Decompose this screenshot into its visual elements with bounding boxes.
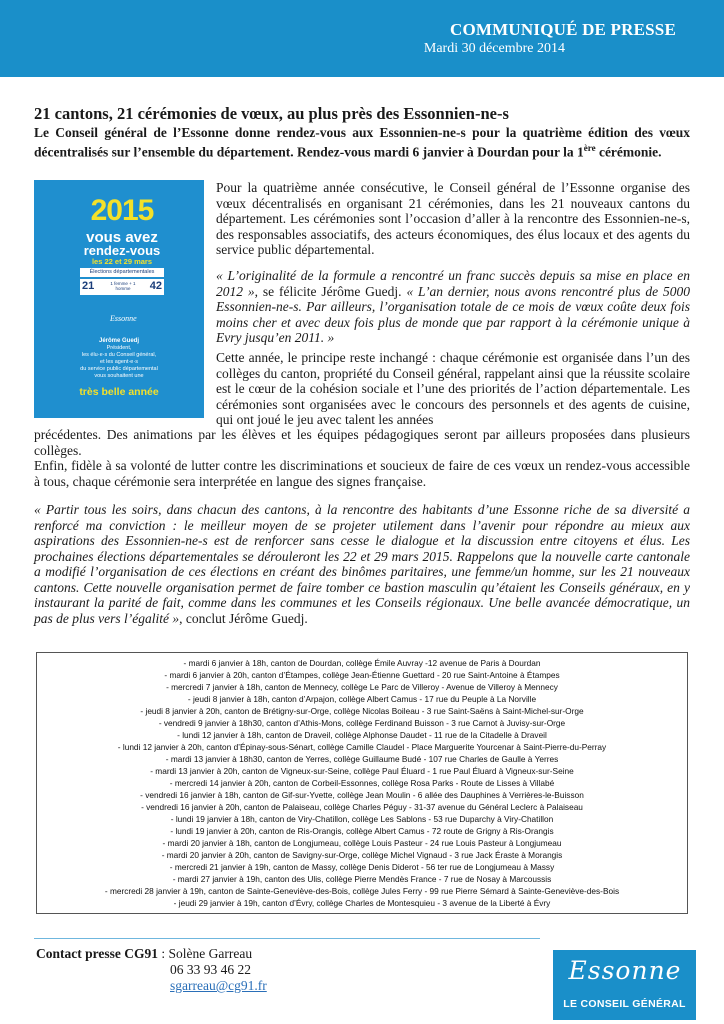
schedule-row: - mardi 6 janvier à 20h, canton d’Étampes, collège Jean-Étienne Guettard - 20 rue Saint-Antoine à Étampes: [164, 670, 560, 680]
poster-signature-block: [54, 338, 184, 380]
quote-1: « L’originalité de la formule a rencontré un franc succès depuis sa mise en place en 2012 »: [216, 268, 690, 299]
logo-script: Essonne: [568, 956, 682, 985]
poster-line2: rendez-vous: [83, 243, 161, 258]
schedule-row: - mardi 13 janvier à 20h, canton de Vigneux-sur-Seine, collège Paul Éluard - 1 rue Paul Éluard à Vigneux-sur-Seine: [150, 766, 574, 776]
schedule-row: - mardi 13 janvier à 18h30, canton de Yerres, collège Guillaume Budé - 107 rue Charles de Gaulle à Yerres: [165, 754, 559, 764]
schedule-row: - jeudi 8 janvier à 18h, canton d’Arpajon, collège Albert Camus - 17 rue du Peuple à La Norville: [187, 694, 537, 704]
poster-sub2: et les agent·e·s: [100, 359, 138, 365]
footer-divider: [34, 938, 540, 939]
poster-logo: Essonne: [110, 314, 137, 323]
press-contact: [36, 946, 267, 993]
schedule-row: - lundi 12 janvier à 18h, canton de Draveil, collège Alphonse Daudet - 11 rue de la Citadelle à Draveil: [177, 730, 547, 740]
article-title: 21 cantons, 21 cérémonies de vœux, au plus près des Essonnien-ne-s: [34, 104, 509, 123]
contact-separator: :: [158, 946, 169, 961]
poster-elections: Élections départementales: [80, 268, 164, 277]
header-title: COMMUNIQUÉ DE PRESSE: [450, 20, 676, 39]
article-lead: [34, 125, 690, 160]
schedule-row: - mercredi 28 janvier à 19h, canton de Sainte-Geneviève-des-Bois, collège Jules Ferry - 99 rue Pierre Sémard à Sainte-Geneviève-des-Bois: [104, 886, 620, 896]
lead-text-end: cérémonie.: [595, 144, 662, 159]
schedule-list: [37, 653, 687, 909]
poster-sub1: les élu·e·s du Conseil général,: [81, 352, 157, 358]
quote-attribution: , se félicite Jérôme Guedj.: [254, 283, 407, 299]
poster-image: [34, 180, 204, 418]
paragraph-4: Enfin, fidèle à sa volonté de lutter contre les discriminations et soucieux de faire de ces vœux un rendez-vous accessible à tous, chaque cérémonie sera interprétée en langue des signes française.: [34, 458, 690, 489]
paragraph-5: [34, 502, 690, 626]
quote-2: « L’an dernier, nous avons rencontré plus de 5000 Essonnien-ne-s. Par ailleurs, l’organisation totale de ce mois de vœux coûte deux fois moins cher et avec deux fois plus de monde que par rapport à la cérémonie unique à Evry jusqu’en 2011. »: [216, 283, 691, 345]
conseil-general-logo: [553, 950, 696, 1020]
header-banner: [0, 0, 724, 77]
schedule-row: - jeudi 8 janvier à 20h, canton de Brétigny-sur-Orge, collège Nicolas Boileau - 3 rue Saint-Saëns à Saint-Michel-sur-Orge: [140, 706, 584, 716]
schedule-row: - mercredi 21 janvier à 19h, canton de Massy, collège Denis Diderot - 56 ter rue de Longjumeau à Massy: [169, 862, 555, 872]
closing-quote: « Partir tous les soirs, dans chacun des cantons, à la rencontre des habitants d’une Essonne riche de sa diversité a renforcé ma conviction : le meilleur moyen de se projeter utilement dans l’avenir pour répondre au mieux aux aspirations des Essonnien-ne-s est de renforcer sans cesse le dialogue et la discussion entre citoyens et élus. Les prochaines élections départementales se dérouleront les 22 et 29 mars 2015. Rappelons que la nouvelle carte cantonale a modifié l’organisation de ces élections en créant des binômes paritaires, une femme/un homme, sur les 21 nouveaux cantons. Cette nouvelle organisation permet de faire tomber ce bastion masculin qu’étaient les Conseils généraux, en y instaurant la parité de fait, comme dans les communes et les Conseils régionaux. Une belle avancée démocratique, un pas de plus vers l’égalité »: [34, 502, 690, 626]
schedule-row: - mercredi 14 janvier à 20h, canton de Corbeil-Essonnes, collège Rosa Parks - Route de Lisses à Villabé: [169, 778, 555, 788]
schedule-row: - vendredi 16 janvier à 20h, canton de Palaiseau, collège Charles Péguy - 31-37 avenue du Général Leclerc à Palaiseau: [141, 802, 583, 812]
schedule-row: - vendredi 16 janvier à 18h, canton de Gif-sur-Yvette, collège Jean Moulin - 6 allée des Dauphines à Verrières-le-Buisson: [140, 790, 584, 800]
header-date: Mardi 30 décembre 2014: [423, 41, 565, 56]
schedule-row: - mardi 27 janvier à 19h, canton des Ulis, collège Pierre Mendès France - 7 rue de Nosay à Marcoussis: [172, 874, 552, 884]
paragraph-3a: Cette année, le principe reste inchangé : chaque cérémonie est organisée dans l’un des collèges du canton, propriété du Conseil général, rappelant ainsi que la réussite scolaire est le cœur de la cohésion sociale et l’une des priorités de l’action départementale. Les cérémonies sont organisées avec le concours des personnels et des agents de cuisine, qui ont joué le jeu avec talent les années: [216, 350, 690, 427]
contact-name: Solène Garreau: [168, 946, 253, 961]
schedule-row: - lundi 19 janvier à 18h, canton de Viry-Chatillon, collège Les Sablons - 53 rue Duparchy à Viry-Chatillon: [170, 814, 554, 824]
schedule-row: - lundi 12 janvier à 20h, canton d’Épinay-sous-Sénart, collège Camille Claudel - Place Marguerite Yourcenar à Saint-Pierre-du-Perray: [117, 742, 607, 752]
poster-box-mid: 1 femme + 1 homme: [110, 281, 136, 291]
paragraph-3b: précédentes. Des animations par les élèves et les équipes pédagogiques seront par ailleurs proposées dans plusieurs collèges.: [34, 427, 690, 458]
poster-sub3: du service public départemental: [80, 366, 158, 372]
lead-superscript: ère: [583, 142, 596, 153]
poster-signer-title: Président,: [106, 345, 132, 351]
poster-dates: les 22 et 29 mars: [91, 257, 153, 266]
schedule-row: - mardi 20 janvier à 18h, canton de Longjumeau, collège Louis Pasteur - 24 rue Louis Pasteur à Longjumeau: [162, 838, 562, 848]
schedule-row: - lundi 19 janvier à 20h, canton de Ris-Orangis, collège Albert Camus - 72 route de Grigny à Ris-Orangis: [170, 826, 554, 836]
contact-email-link[interactable]: sgarreau@cg91.fr: [170, 978, 267, 993]
poster-signer: Jérôme Guedj: [98, 338, 139, 344]
schedule-row: - mardi 20 janvier à 20h, canton de Savigny-sur-Orge, collège Michel Vignaud - 3 rue Jack Éraste à Morangis: [161, 850, 563, 860]
contact-phone: 06 33 93 46 22: [170, 962, 251, 977]
closing-attribution: , conclut Jérôme Guedj.: [179, 610, 308, 626]
paragraph-2: [216, 268, 690, 346]
poster-box-right: 42: [149, 280, 162, 292]
poster-candidates-box: [80, 279, 164, 295]
schedule-row: - mardi 6 janvier à 18h, canton de Dourdan, collège Émile Auvray -12 avenue de Paris à Dourdan: [183, 658, 541, 668]
poster-belle-annee: très belle année: [79, 386, 159, 398]
logo-text: LE CONSEIL GÉNÉRAL: [563, 998, 686, 1010]
poster-wish: vous souhaitent une: [94, 373, 144, 379]
paragraph-1: Pour la quatrième année consécutive, le Conseil général de l’Essonne organise des vœux décentralisés en organisant 21 cérémonies, dans les 21 nouveaux cantons du département. Les cérémonies sont l’occasion d’aller à la rencontre des Essonnien-ne-s, des responsables associatifs, des acteurs économiques, des élus locaux et des agents du service public départemental.: [216, 180, 690, 257]
schedule-row: - vendredi 9 janvier à 18h30, canton d’Athis-Mons, collège Ferdinand Buisson - 3 rue Carnot à Juvisy-sur-Orge: [158, 718, 566, 728]
schedule-row: - jeudi 29 janvier à 19h, canton d’Évry, collège Charles de Montesquieu - 3 avenue de la Liberté à Évry: [173, 898, 551, 908]
poster-year: 2015: [90, 194, 154, 227]
lead-text: Le Conseil général de l’Essonne donne rendez-vous aux Essonnien-ne-s pour la quatrième édition des vœux décentralisés sur l’ensemble du département. Rendez-vous mardi 6 janvier à Dourdan pour la 1: [34, 125, 690, 159]
poster-box-left: 21: [82, 280, 95, 292]
ceremony-schedule: [36, 652, 688, 914]
poster-line1: vous avez: [86, 229, 158, 246]
contact-label: Contact presse CG91: [36, 946, 158, 961]
schedule-row: - mercredi 7 janvier à 18h, canton de Mennecy, collège Le Parc de Villeroy - Avenue de Villeroy à Mennecy: [166, 682, 558, 692]
